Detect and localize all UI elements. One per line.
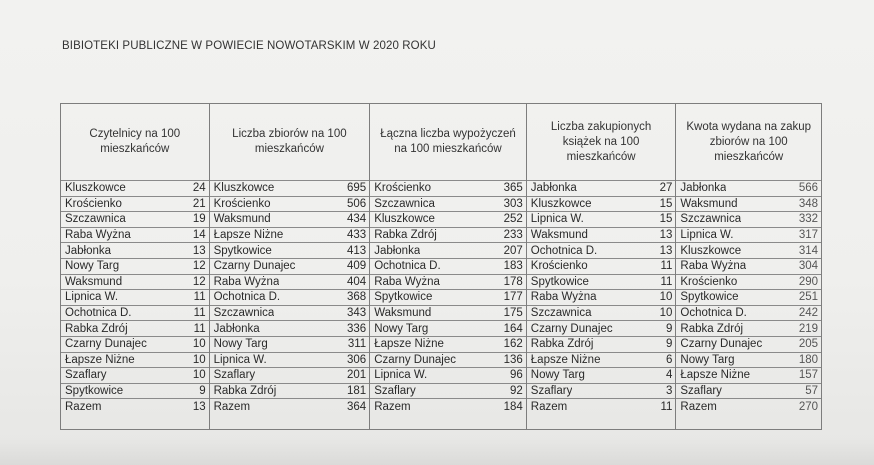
row-name: Ochotnica D. xyxy=(530,244,598,257)
row-value: 3 xyxy=(665,385,673,398)
row-name: Lipnica W. xyxy=(213,353,267,366)
table-row xyxy=(61,180,209,196)
row-value: 205 xyxy=(798,338,819,351)
total-row xyxy=(61,398,209,414)
table-row xyxy=(527,211,676,227)
row-name: Nowy Targ xyxy=(530,369,585,382)
row-value: 92 xyxy=(509,385,523,398)
column-purchased-books xyxy=(527,104,677,429)
row-value: 404 xyxy=(347,275,367,288)
row-name: Nowy Targ xyxy=(65,260,120,273)
row-name: Razem xyxy=(213,400,251,413)
row-value: 314 xyxy=(798,244,819,257)
row-value: 27 xyxy=(659,182,673,195)
row-value: 6 xyxy=(665,353,673,366)
table-row xyxy=(210,211,370,227)
row-value: 14 xyxy=(192,229,206,242)
row-value: 15 xyxy=(659,197,673,210)
column-rows xyxy=(676,180,821,414)
table-row xyxy=(527,289,676,305)
row-name: Rabka Zdrój xyxy=(374,229,437,242)
row-name: Jabłonka xyxy=(530,182,577,195)
row-value: 9 xyxy=(665,322,673,335)
row-value: 306 xyxy=(347,353,367,366)
table-row xyxy=(61,258,209,274)
row-value: 365 xyxy=(503,182,523,195)
row-name: Szczawnica xyxy=(530,307,592,320)
table-row xyxy=(210,367,370,383)
row-name: Rabka Zdrój xyxy=(530,338,594,351)
row-value: 303 xyxy=(503,197,523,210)
row-name: Raba Wyżna xyxy=(213,275,280,288)
table-row xyxy=(210,258,370,274)
row-name: Łapsze Niżne xyxy=(65,353,135,366)
table-row xyxy=(370,289,526,305)
table-row xyxy=(370,336,526,352)
row-name: Krościenko xyxy=(530,260,588,273)
table-row xyxy=(61,227,209,243)
table-row xyxy=(676,180,821,196)
row-name: Jabłonka xyxy=(680,182,727,195)
row-name: Czarny Dunajec xyxy=(213,260,296,273)
total-row xyxy=(210,398,370,414)
row-value: 409 xyxy=(347,260,367,273)
row-name: Czarny Dunajec xyxy=(65,338,147,351)
table-row xyxy=(61,274,209,290)
row-value: 177 xyxy=(503,291,523,304)
table-row xyxy=(370,367,526,383)
row-name: Lipnica W. xyxy=(65,291,119,304)
row-value: 11 xyxy=(660,275,673,288)
column-rows xyxy=(370,180,526,414)
row-name: Krościenko xyxy=(65,197,122,210)
row-name: Szaflary xyxy=(374,385,416,398)
table-row xyxy=(61,320,209,336)
row-value: 12 xyxy=(192,275,206,288)
row-value: 10 xyxy=(659,291,673,304)
table-row xyxy=(676,196,821,212)
table-row xyxy=(527,367,676,383)
row-name: Nowy Targ xyxy=(213,338,268,351)
row-name: Łapsze Niżne xyxy=(213,229,284,242)
row-value: 9 xyxy=(665,338,673,351)
row-name: Szaflary xyxy=(65,369,107,382)
table-row xyxy=(676,305,821,321)
table-row xyxy=(527,180,676,196)
row-value: 180 xyxy=(798,353,819,366)
table-row xyxy=(210,289,370,305)
row-value: 13 xyxy=(192,244,206,257)
table-row xyxy=(210,227,370,243)
row-name: Szaflary xyxy=(530,385,573,398)
row-name: Nowy Targ xyxy=(680,353,735,366)
row-value: 164 xyxy=(503,322,523,335)
column-header: Kwota wydana na zakup zbiorów na 100 mieszkańców xyxy=(686,120,812,163)
row-name: Szczawnica xyxy=(65,213,126,226)
row-value: 175 xyxy=(503,307,523,320)
table-row xyxy=(61,242,209,258)
table-row xyxy=(210,320,370,336)
table-row xyxy=(676,242,821,258)
row-value: 9 xyxy=(199,385,206,398)
row-name: Spytkowice xyxy=(65,385,124,398)
row-value: 566 xyxy=(798,182,819,195)
row-value: 304 xyxy=(798,260,819,273)
row-name: Razem xyxy=(680,400,717,413)
column-header: Liczba zbiorów na 100 mieszkańców xyxy=(232,128,347,155)
row-name: Krościenko xyxy=(213,197,271,210)
row-value: 57 xyxy=(805,385,819,398)
column-header: Czytelnicy na 100 mieszkańców xyxy=(89,128,181,155)
row-value: 136 xyxy=(503,353,523,366)
row-name: Rabka Zdrój xyxy=(680,322,744,335)
table-row xyxy=(210,352,370,368)
table-row xyxy=(676,352,821,368)
table-row xyxy=(676,227,821,243)
row-name: Krościenko xyxy=(374,182,432,195)
row-value: 695 xyxy=(347,182,367,195)
column-rows xyxy=(527,180,676,414)
table-row xyxy=(61,383,209,399)
row-value: 332 xyxy=(798,213,819,226)
row-name: Razem xyxy=(65,400,102,413)
page-shadow xyxy=(0,439,874,465)
table-row xyxy=(527,196,676,212)
row-name: Spytkowice xyxy=(374,291,433,304)
table-row xyxy=(527,336,676,352)
row-name: Łapsze Niżne xyxy=(680,369,751,382)
row-name: Rabka Zdrój xyxy=(65,322,128,335)
row-name: Raba Wyżna xyxy=(530,291,597,304)
row-name: Szczawnica xyxy=(680,213,742,226)
table-row xyxy=(676,320,821,336)
table-row xyxy=(61,305,209,321)
row-value: 336 xyxy=(347,322,367,335)
row-value: 24 xyxy=(192,182,206,195)
table-row xyxy=(210,274,370,290)
table-row xyxy=(370,258,526,274)
table-row xyxy=(676,258,821,274)
row-value: 184 xyxy=(503,400,523,413)
table-row xyxy=(210,305,370,321)
row-name: Kluszkowce xyxy=(65,182,126,195)
table-row xyxy=(527,383,676,399)
row-value: 506 xyxy=(347,197,367,210)
row-value: 157 xyxy=(798,369,819,382)
document-title: BIBIOTEKI PUBLICZNE W POWIECIE NOWOTARSKIM W 2020 ROKU xyxy=(62,40,436,52)
row-name: Razem xyxy=(530,400,568,413)
row-name: Łapsze Niżne xyxy=(530,353,601,366)
column-rows xyxy=(61,180,209,414)
row-name: Waksmund xyxy=(374,307,432,320)
table-row xyxy=(210,383,370,399)
table-row xyxy=(370,320,526,336)
row-name: Spytkowice xyxy=(213,244,272,257)
row-value: 201 xyxy=(347,369,367,382)
row-name: Waksmund xyxy=(530,229,588,242)
row-value: 181 xyxy=(347,385,367,398)
row-name: Czarny Dunajec xyxy=(530,322,613,335)
row-value: 13 xyxy=(192,400,206,413)
row-value: 11 xyxy=(193,307,206,320)
row-name: Kluszkowce xyxy=(374,213,435,226)
table-row xyxy=(527,274,676,290)
row-value: 11 xyxy=(660,400,673,413)
table-row xyxy=(210,242,370,258)
row-name: Kluszkowce xyxy=(213,182,275,195)
library-stats-table xyxy=(60,103,822,430)
row-value: 364 xyxy=(347,400,367,413)
table-row xyxy=(370,305,526,321)
table-row xyxy=(210,196,370,212)
table-row xyxy=(370,227,526,243)
row-value: 317 xyxy=(798,229,819,242)
row-value: 413 xyxy=(347,244,367,257)
column-header: Łączna liczba wypożyczeń na 100 mieszkańców xyxy=(380,128,516,155)
row-name: Waksmund xyxy=(65,275,123,288)
row-value: 290 xyxy=(798,275,819,288)
row-name: Czarny Dunajec xyxy=(680,338,763,351)
row-name: Lipnica W. xyxy=(374,369,428,382)
row-value: 13 xyxy=(659,244,673,257)
row-name: Rabka Zdrój xyxy=(213,385,277,398)
row-value: 10 xyxy=(192,353,206,366)
table-row xyxy=(61,352,209,368)
table-row xyxy=(61,211,209,227)
column-readers xyxy=(61,104,210,429)
row-name: Czarny Dunajec xyxy=(374,353,457,366)
row-value: 433 xyxy=(347,229,367,242)
table-row xyxy=(210,180,370,196)
row-value: 19 xyxy=(192,213,206,226)
row-value: 434 xyxy=(347,213,367,226)
table-row xyxy=(527,352,676,368)
row-value: 15 xyxy=(659,213,673,226)
row-value: 207 xyxy=(503,244,523,257)
row-value: 12 xyxy=(192,260,206,273)
table-row xyxy=(370,196,526,212)
row-name: Ochotnica D. xyxy=(680,307,747,320)
row-value: 178 xyxy=(503,275,523,288)
row-value: 162 xyxy=(503,338,523,351)
total-row xyxy=(370,398,526,414)
table-row xyxy=(370,383,526,399)
total-row xyxy=(527,398,676,414)
row-value: 270 xyxy=(798,400,819,413)
table-row xyxy=(370,274,526,290)
row-name: Raba Wyżna xyxy=(374,275,440,288)
column-collections xyxy=(210,104,371,429)
table-row xyxy=(61,196,209,212)
table-row xyxy=(527,258,676,274)
row-name: Jabłonka xyxy=(213,322,260,335)
row-name: Nowy Targ xyxy=(374,322,429,335)
table-row xyxy=(370,180,526,196)
table-row xyxy=(370,242,526,258)
row-name: Łapsze Niżne xyxy=(374,338,444,351)
row-value: 10 xyxy=(192,369,206,382)
row-name: Ochotnica D. xyxy=(374,260,441,273)
row-name: Kluszkowce xyxy=(680,244,742,257)
column-loans xyxy=(370,104,527,429)
row-value: 343 xyxy=(347,307,367,320)
row-name: Szaflary xyxy=(213,369,256,382)
row-name: Waksmund xyxy=(680,197,738,210)
row-name: Ochotnica D. xyxy=(213,291,281,304)
table-row xyxy=(370,352,526,368)
row-value: 252 xyxy=(503,213,523,226)
table-row xyxy=(370,211,526,227)
row-value: 251 xyxy=(798,291,819,304)
row-name: Raba Wyżna xyxy=(65,229,131,242)
row-name: Lipnica W. xyxy=(680,229,734,242)
row-value: 11 xyxy=(660,260,673,273)
table-row xyxy=(676,289,821,305)
row-value: 233 xyxy=(503,229,523,242)
table-row xyxy=(527,242,676,258)
row-name: Jabłonka xyxy=(374,244,421,257)
column-rows xyxy=(210,180,370,414)
table-row xyxy=(676,367,821,383)
row-value: 311 xyxy=(347,338,367,351)
row-name: Szczawnica xyxy=(213,307,275,320)
total-row xyxy=(676,398,821,414)
row-value: 96 xyxy=(509,369,523,382)
row-name: Krościenko xyxy=(680,275,738,288)
table-row xyxy=(527,320,676,336)
row-value: 10 xyxy=(192,338,206,351)
row-value: 242 xyxy=(798,307,819,320)
row-value: 183 xyxy=(503,260,523,273)
row-name: Spytkowice xyxy=(680,291,739,304)
row-name: Spytkowice xyxy=(530,275,589,288)
row-value: 11 xyxy=(193,291,206,304)
row-name: Szczawnica xyxy=(374,197,435,210)
table-row xyxy=(61,367,209,383)
row-name: Kluszkowce xyxy=(530,197,592,210)
row-name: Razem xyxy=(374,400,411,413)
column-header: Liczba zakupionych książek na 100 mieszkańców xyxy=(550,120,652,163)
table-row xyxy=(676,383,821,399)
row-name: Raba Wyżna xyxy=(680,260,747,273)
table-row xyxy=(676,274,821,290)
row-value: 13 xyxy=(659,229,673,242)
row-value: 11 xyxy=(193,322,206,335)
table-row xyxy=(210,336,370,352)
column-spending xyxy=(676,104,821,429)
row-value: 10 xyxy=(659,307,673,320)
row-name: Jabłonka xyxy=(65,244,112,257)
table-row xyxy=(527,227,676,243)
row-name: Szaflary xyxy=(680,385,722,398)
row-name: Ochotnica D. xyxy=(65,307,132,320)
row-name: Waksmund xyxy=(213,213,271,226)
table-row xyxy=(61,336,209,352)
table-row xyxy=(527,305,676,321)
table-row xyxy=(676,211,821,227)
table-row xyxy=(61,289,209,305)
row-value: 348 xyxy=(798,197,819,210)
row-value: 368 xyxy=(347,291,367,304)
row-value: 4 xyxy=(665,369,673,382)
row-name: Lipnica W. xyxy=(530,213,584,226)
row-value: 219 xyxy=(798,322,819,335)
table-row xyxy=(676,336,821,352)
row-value: 21 xyxy=(192,197,206,210)
